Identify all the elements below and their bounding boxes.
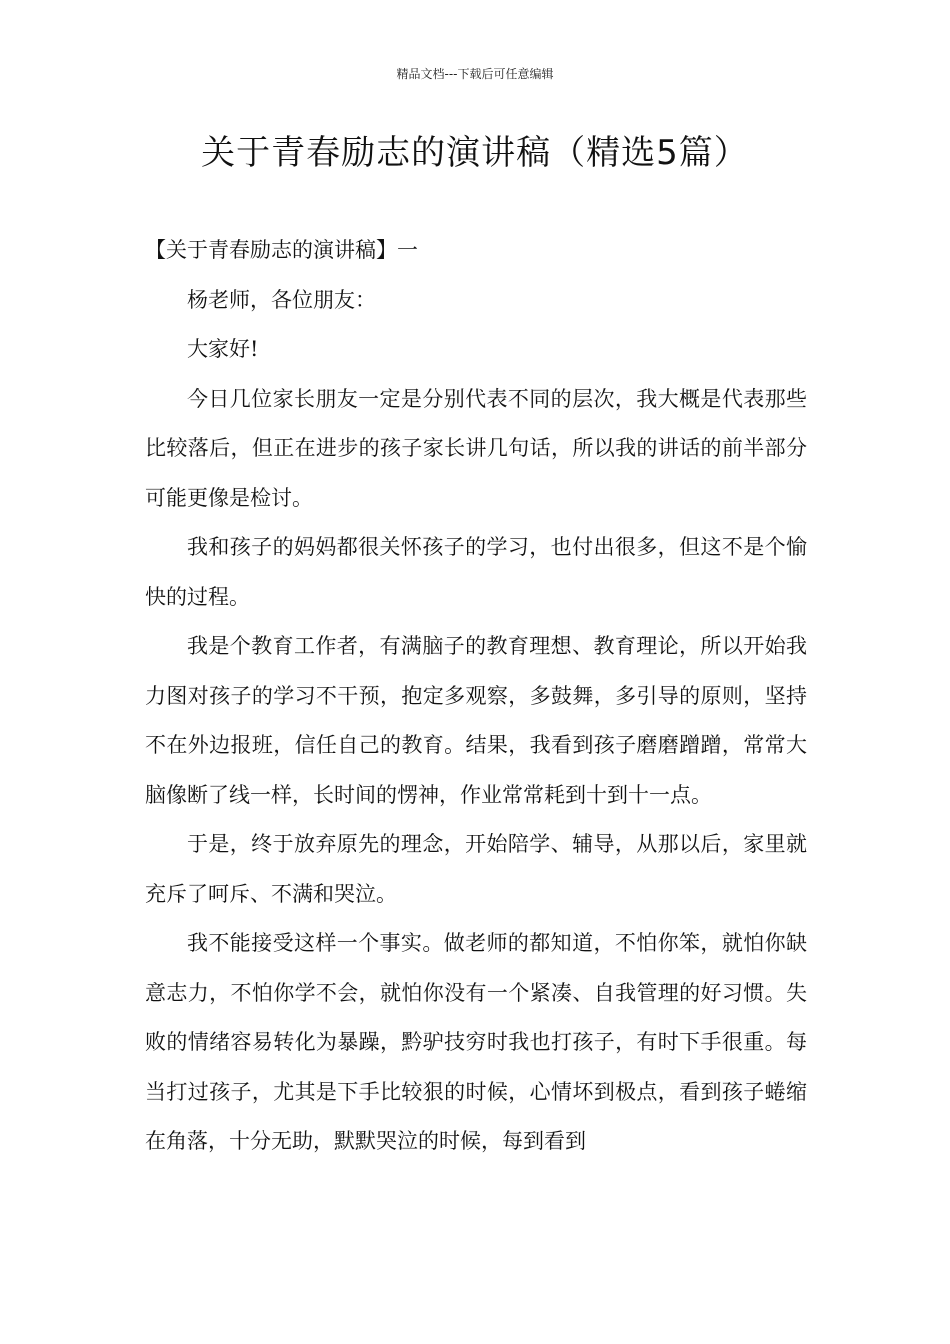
paragraph: 于是，终于放弃原先的理念，开始陪学、辅导，从那以后，家里就充斥了呵斥、不满和哭泣。 [145,832,807,906]
paragraph-greeting: 大家好! [187,337,259,361]
paragraph: 我不能接受这样一个事实。做老师的都知道，不怕你笨，就怕你缺意志力，不怕你学不会，就怕你没有一个紧凑、自我管理的好习惯。失败的情绪容易转化为暴躁，黔驴技穷时我也打孩子，有时下手很重。每当打过孩子，尤其是下手比较狠的时候，心情坏到极点，看到孩子蜷缩在角落，十分无助，默默哭泣的时候，每到看到 [145,931,807,1153]
paragraph-salutation: 杨老师，各位朋友： [187,287,376,312]
document-title: 关于青春励志的演讲稿（精选5篇） [201,133,749,173]
paragraph: 我和孩子的妈妈都很关怀孩子的学习，也付出很多，但这不是个愉快的过程。 [145,535,807,609]
header-note: 精品文档---下载后可任意编辑 [396,67,554,81]
document-body [145,226,807,1167]
paragraph: 我是个教育工作者，有满脑子的教育理想、教育理论，所以开始我力图对孩子的学习不干预，抱定多观察，多鼓舞，多引导的原则，坚持不在外边报班，信任自己的教育。结果，我看到孩子磨磨蹭蹭，常常大脑像断了线一样，长时间的愣神，作业常常耗到十到十一点。 [145,634,807,807]
section-heading: 【关于青春励志的演讲稿】一 [145,238,418,262]
paragraph: 今日几位家长朋友一定是分别代表不同的层次，我大概是代表那些比较落后，但正在进步的孩子家长讲几句话，所以我的讲话的前半部分可能更像是检讨。 [145,386,807,510]
